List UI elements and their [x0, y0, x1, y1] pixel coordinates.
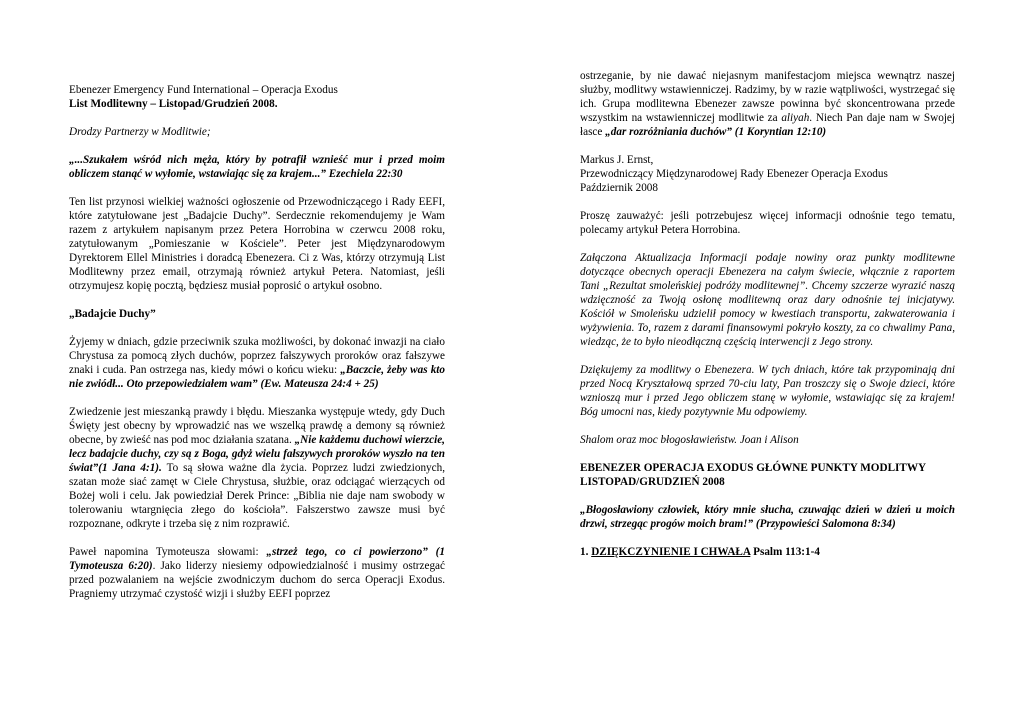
- prayer-points-quote: „Błogosławiony człowiek, który mnie słucha, czuwając dzień w dzień u moich drzwi, strzegąc progów moich bram!” (Przypowieści Salomona 8:34): [580, 504, 955, 530]
- note-paragraph: Proszę zauważyć: jeśli potrzebujesz więcej informacji odnośnie tego tematu, polecamy artykuł Petera Horrobina.: [580, 210, 955, 236]
- prayer-item-1-ref: Psalm 113:1-4: [750, 546, 820, 558]
- prayer-points-heading: EBENEZER OPERACJA EXODUS GŁÓWNE PUNKTY MODLITWY: [580, 462, 927, 474]
- intro-paragraph: Ten list przynosi wielkiej ważności ogłoszenie od Przewodniczącego i Rady EEFI, które zatytułowane jest „Badajcie Duchy”. Serdecznie rekomendujemy je Wam razem z artykułem napisanym przez Petera Horrobina w czerwcu 2008 roku, zatytułowanym „Pomieszanie w Kościele”. Peter jest Międzynarodowym Dyrektorem Ellel Ministries i doradcą Ebenezera. Ci z Was, którzy otrzymują List Modlitewny przez email, otrzymają również artykuł Petera. Natomiast, jeśli otrzymujesz kopię pocztą, będziesz musiał poprosić o artykuł osobno.: [69, 196, 445, 292]
- signer-title: Przewodniczący Międzynarodowej Rady Ebenezer Operacja Exodus: [580, 168, 888, 180]
- continued-text: ostrzeganie, by nie dawać niejasnym manifestacjom miejsca wewnątrz naszej służby, modlitwy wstawienniczej. Radzimy, by w razie wątpliwości, wystrzegać się ich. Grupa modlitewna Ebenezer zawsze powinna być skoncentrowana przede wszystkim na wstawienniczej modlitwie za: [580, 70, 955, 124]
- paragraph-4-text: Paweł napomina Tymoteusza słowami:: [69, 546, 267, 558]
- continued-quote: „dar rozróżniania duchów” (1 Koryntian 12:10): [605, 126, 827, 138]
- section-title: „Badajcie Duchy”: [69, 308, 156, 320]
- thanks-paragraph: Dziękujemy za modlitwy o Ebenezera. W tych dniach, które tak przypominają dni przed Nocą Kryształową sprzed 70-ciu laty, Pan troszczy się o Swoje dzieci, które wznioszą mur i przed Jego obliczem stanę w wyłomie, wstawiając się za krajem! Bóg umocni nas, kiedy pozytywnie Mu odpowiemy.: [580, 364, 955, 418]
- prayer-points-date: LISTOPAD/GRUDZIEŃ 2008: [580, 476, 725, 488]
- left-column: [69, 83, 445, 601]
- right-column: [580, 69, 955, 559]
- paragraph-3-rest: To są słowa ważne dla życia. Poprzez ludzi zwiedzionych, szatan może siać zamęt w Ciele Chrystusa, służbie, oraz odciągać wierzących od Bożej woli i celu. Jak powiedział Derek Prince: „Biblia nie daje nam swobody w tolerowaniu wtargnięcia złego do kościoła”. Fałszerstwo zawsze musi być rozpoznane, odkryte i trzeba się z nim rozprawić.: [69, 462, 445, 530]
- paragraph-2-text: Żyjemy w dniach, gdzie przeciwnik szuka możliwości, by dokonać inwazji na ciało Chrystusa za pomocą złych duchów, poprzez fałszywych proroków oraz fałszywe znaki i cuda. Pan ostrzega nas, kiedy mówi o końcu wieku:: [69, 336, 445, 376]
- prayer-item-1-number: 1.: [580, 546, 592, 558]
- paragraph-2-quote: „Baczcie, żeby was kto nie zwiódł... Oto przepowiedziałem wam” (Ew. Mateusza 24:4 + 25): [69, 364, 445, 390]
- prayer-item-1: [580, 545, 955, 559]
- signer-name: Markus J. Ernst,: [580, 154, 654, 166]
- paragraph-3-text: Zwiedzenie jest mieszanką prawdy i błędu. Mieszanka występuje wtedy, gdy Duch Święty jest obecny by wprowadzić nas we wszelką prawdę a demony są również obecne, by zwieść nas pod moc działania szatana.: [69, 406, 445, 446]
- paragraph-4-rest: . Jako liderzy niesiemy odpowiedzialność i musimy ostrzegać przed pozwalaniem na wejście zwodniczym duchom do serca Operacji Exodus. Pragniemy utrzymać czystość wizji i służby EEFI poprzez: [69, 560, 445, 600]
- paragraph-4: [69, 545, 445, 601]
- closing-line: Shalom oraz moc błogosławieństw. Joan i Alison: [580, 434, 799, 446]
- signer-date: Październik 2008: [580, 182, 658, 194]
- paragraph-4-quote: „strzeż tego, co ci powierzono” (1 Tymoteusza 6:20): [69, 546, 446, 572]
- paragraph-3-quote: „Nie każdemu duchowi wierzcie, lecz badajcie duchy, czy są z Boga, gdyż wielu fałszywych proroków wyszło na ten świat”(1 Jana 4:1).: [69, 434, 445, 474]
- header-line-1: Ebenezer Emergency Fund International – Operacja Exodus: [69, 84, 338, 96]
- header-line-2: List Modlitewny – Listopad/Grudzień 2008.: [69, 98, 278, 110]
- paragraph-3: [69, 405, 445, 531]
- update-paragraph: Załączona Aktualizacja Informacji podaje nowiny oraz punkty modlitewne dotyczące obecnych operacji Ebenezera na całym świecie, włącznie z raportem Tani „Rezultat smoleńskiej podróży modlitewnej”. Chcemy szczerze wyrazić naszą wdzięczność za Twoją osłonę modlitewną oraz dary odnośnie tej inicjatywy. Kościół w Smoleńsku udzielił pomocy w kwestiach transportu, zakwaterowania i wyżywienia. To, razem z darami finansowymi pokryło koszty, za co chwalimy Pana, wiedząc, że to było nieodłączną częścią interwencji z Jego strony.: [580, 252, 955, 348]
- continued-paragraph: [580, 69, 955, 139]
- continued-text-2: . Niech Pan daje nam w Swojej łasce: [580, 112, 956, 138]
- paragraph-2: [69, 335, 445, 391]
- opening-quote: „...Szukałem wśród nich męża, który by potrafił wznieść mur i przed moim obliczem stanąć w wyłomie, wstawiając się za krajem...” Ezechiela 22:30: [69, 154, 445, 180]
- aliyah-word: aliyah: [781, 112, 810, 124]
- greeting: Drodzy Partnerzy w Modlitwie;: [69, 126, 211, 138]
- prayer-item-1-label: DZIĘKCZYNIENIE I CHWAŁA: [591, 546, 751, 558]
